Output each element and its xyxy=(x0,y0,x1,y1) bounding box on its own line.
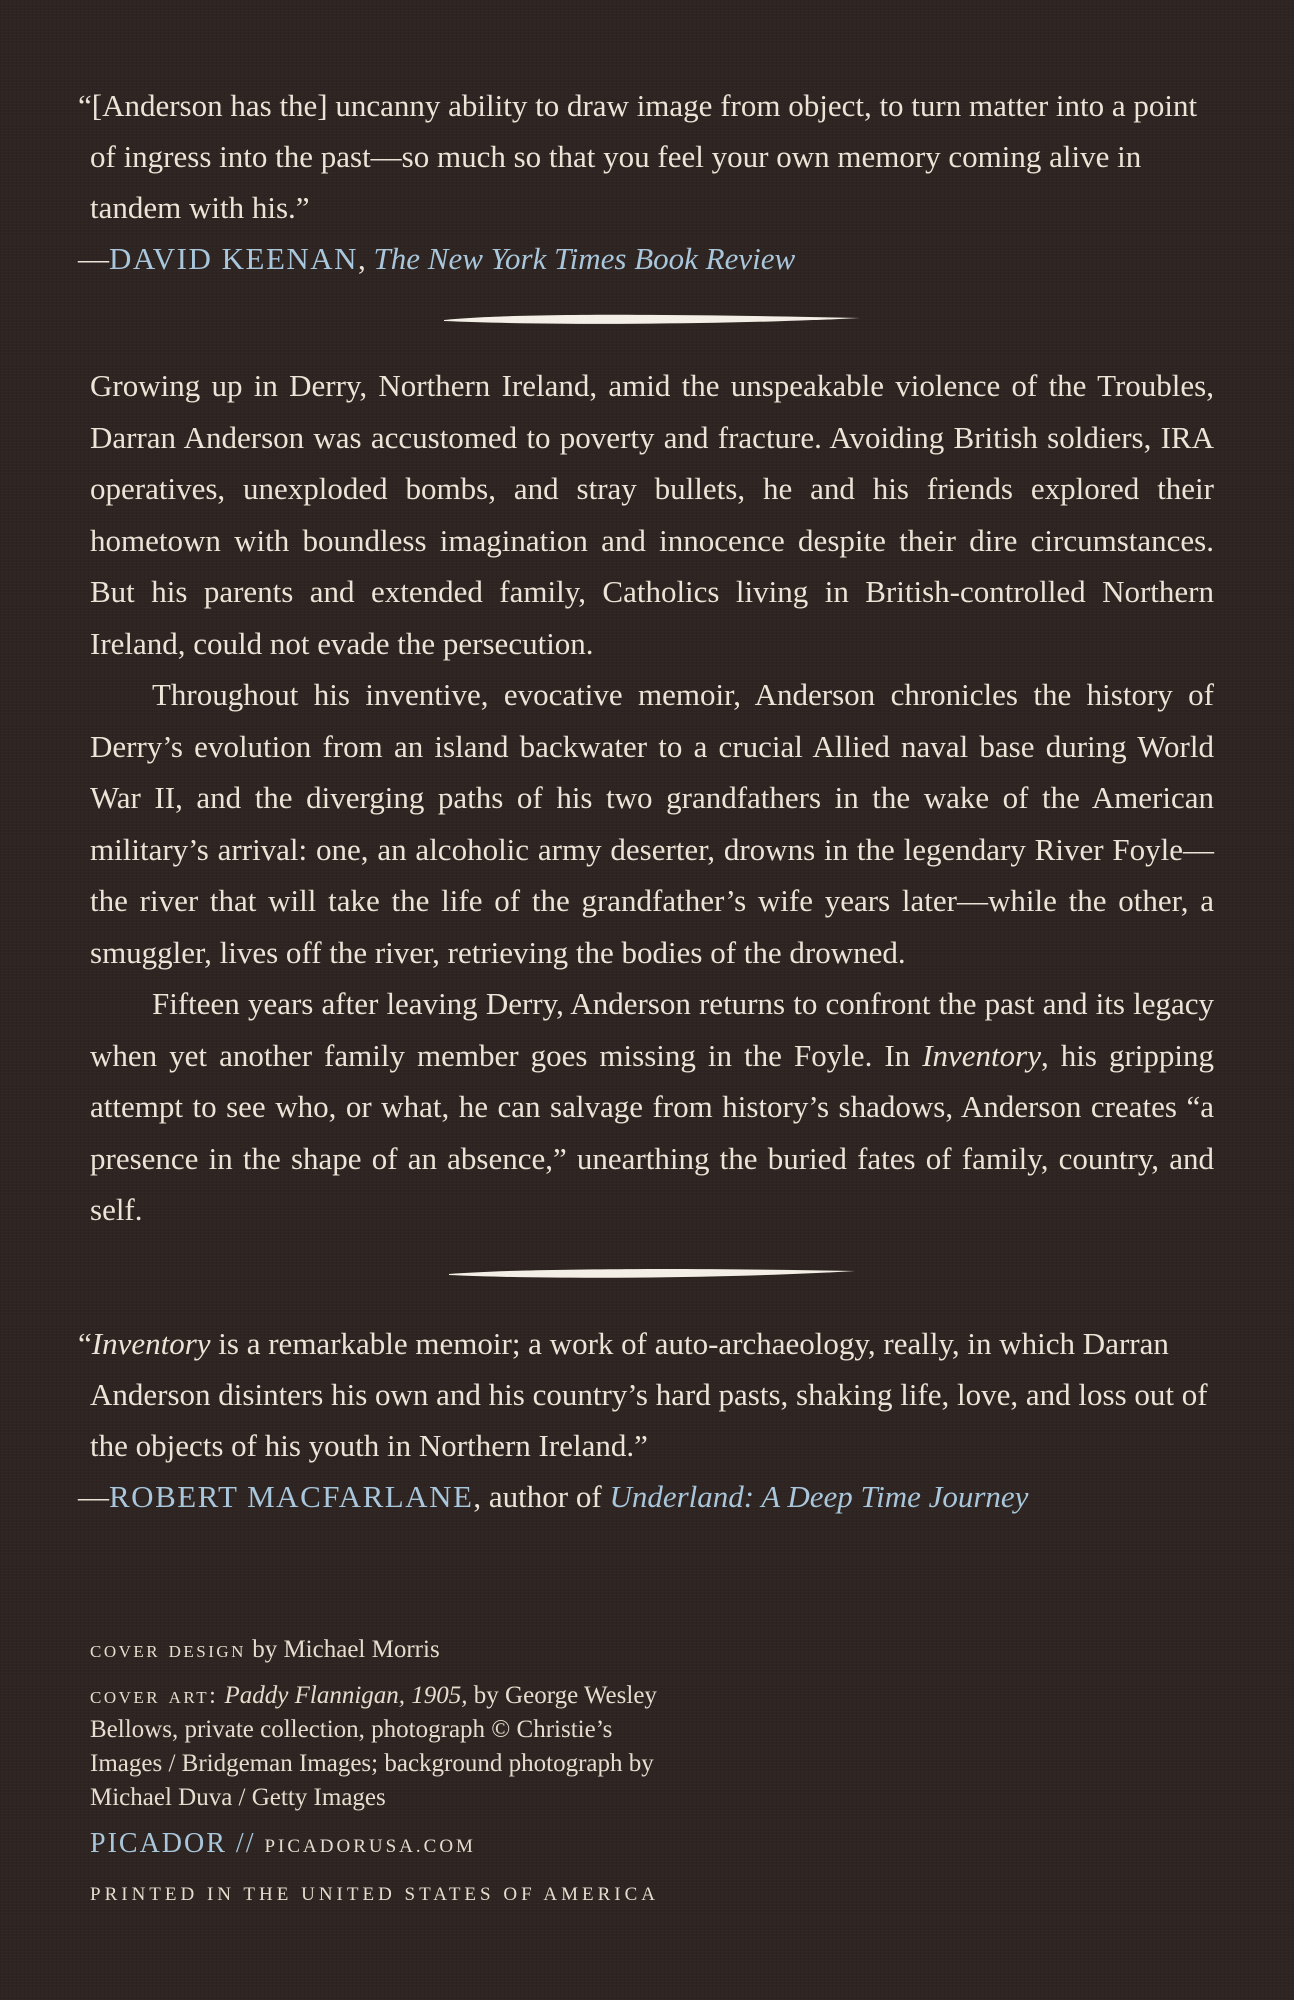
back-cover xyxy=(78,80,1214,1522)
publisher-line xyxy=(90,1827,690,1864)
quote-attribution xyxy=(78,1471,1214,1522)
description-paragraph-3 xyxy=(90,978,1214,1236)
book-description xyxy=(90,360,1214,1236)
book-title: Inventory xyxy=(91,1325,211,1361)
credits xyxy=(90,1633,690,1912)
credit-text: by George Wesley Bellows, private collection, photograph © Christie’s Images / Bridgeman Images; background photograph by Michael Duva / Getty Images xyxy=(90,1682,657,1811)
cover-design-credit xyxy=(90,1633,690,1667)
author-book: Underland: A Deep Time Journey xyxy=(609,1478,1029,1514)
quote-attribution xyxy=(78,233,1214,284)
author-role: , author of xyxy=(473,1478,610,1514)
publisher-url: PICADORUSA.COM xyxy=(264,1836,476,1857)
attribution-separator: , xyxy=(358,241,374,276)
description-paragraph-1: Growing up in Derry, Northern Ireland, amid the unspeakable violence of the Troubles, Darran Anderson was accustomed to poverty and fracture. Avoiding British soldiers, IRA operatives, unexploded bombs, and stray bullets, he and his friends explored their hometown with boundless imagination and innocence despite their dire circumstances. But his parents and extended family, Catholics living in British-controlled Northern Ireland, could not evade the persecution. xyxy=(90,368,1214,661)
quote-publication: The New York Times Book Review xyxy=(373,241,796,276)
attribution-dash: — xyxy=(78,1478,109,1514)
review-quote-1 xyxy=(78,80,1214,284)
divider-bottom xyxy=(447,1266,857,1282)
review-quote-2 xyxy=(78,1318,1214,1522)
book-title: Inventory xyxy=(922,1037,1041,1073)
quote-text xyxy=(78,1318,1214,1471)
divider-top xyxy=(442,312,862,328)
cover-art-credit xyxy=(90,1679,690,1815)
quote-author: ROBERT MACFARLANE xyxy=(109,1478,474,1514)
printed-in: PRINTED IN THE UNITED STATES OF AMERICA xyxy=(90,1884,659,1905)
attribution-dash: — xyxy=(78,241,109,276)
description-paragraph-2: Throughout his inventive, evocative memoir, Anderson chronicles the history of Derry’s evolution from an island backwater to a crucial Allied naval base during World War II, and the diverging paths of his two grandfathers in the wake of the American military’s arrival: one, an alcoholic army deserter, drowns in the legendary River Foyle—the river that will take the life of the grandfather’s wife years later—while the other, a smuggler, lives off the river, retrieving the bodies of the drowned. xyxy=(90,677,1214,970)
open-quote: “ xyxy=(78,1325,92,1361)
credit-label: cover art: xyxy=(90,1683,219,1709)
credit-text: by Michael Morris xyxy=(245,1636,440,1663)
credit-label: cover design xyxy=(90,1637,246,1663)
quote-author: DAVID KEENAN xyxy=(109,241,359,276)
paragraph-3-end: , his gripping attempt to see who, or what, he can salvage from history’s shadows, Anderson creates “a presence in the shape of an absence,” unearthing the buried fates of family, country, and self. xyxy=(90,1037,1214,1227)
publisher-name: PICADOR xyxy=(90,1828,227,1859)
publisher-slashes: // xyxy=(226,1828,265,1859)
quote-body: is a remarkable memoir; a work of auto-archaeology, really, in which Darran Anderson disinters his own and his country’s hard pasts, shaking life, love, and loss out of the objects of his youth in Northern Ireland.” xyxy=(90,1325,1208,1463)
quote-text: “[Anderson has the] uncanny ability to draw image from object, to turn matter into a point of ingress into the past—so much so that you feel your own memory coming alive in tandem with his.” xyxy=(78,88,1198,225)
paragraph-3-start: Fifteen years after leaving Derry, Anderson returns to confront the past and its legacy when yet another family member goes missing in the Foyle. In xyxy=(90,986,1214,1073)
artwork-title: Paddy Flannigan, 1905, xyxy=(224,1682,468,1709)
